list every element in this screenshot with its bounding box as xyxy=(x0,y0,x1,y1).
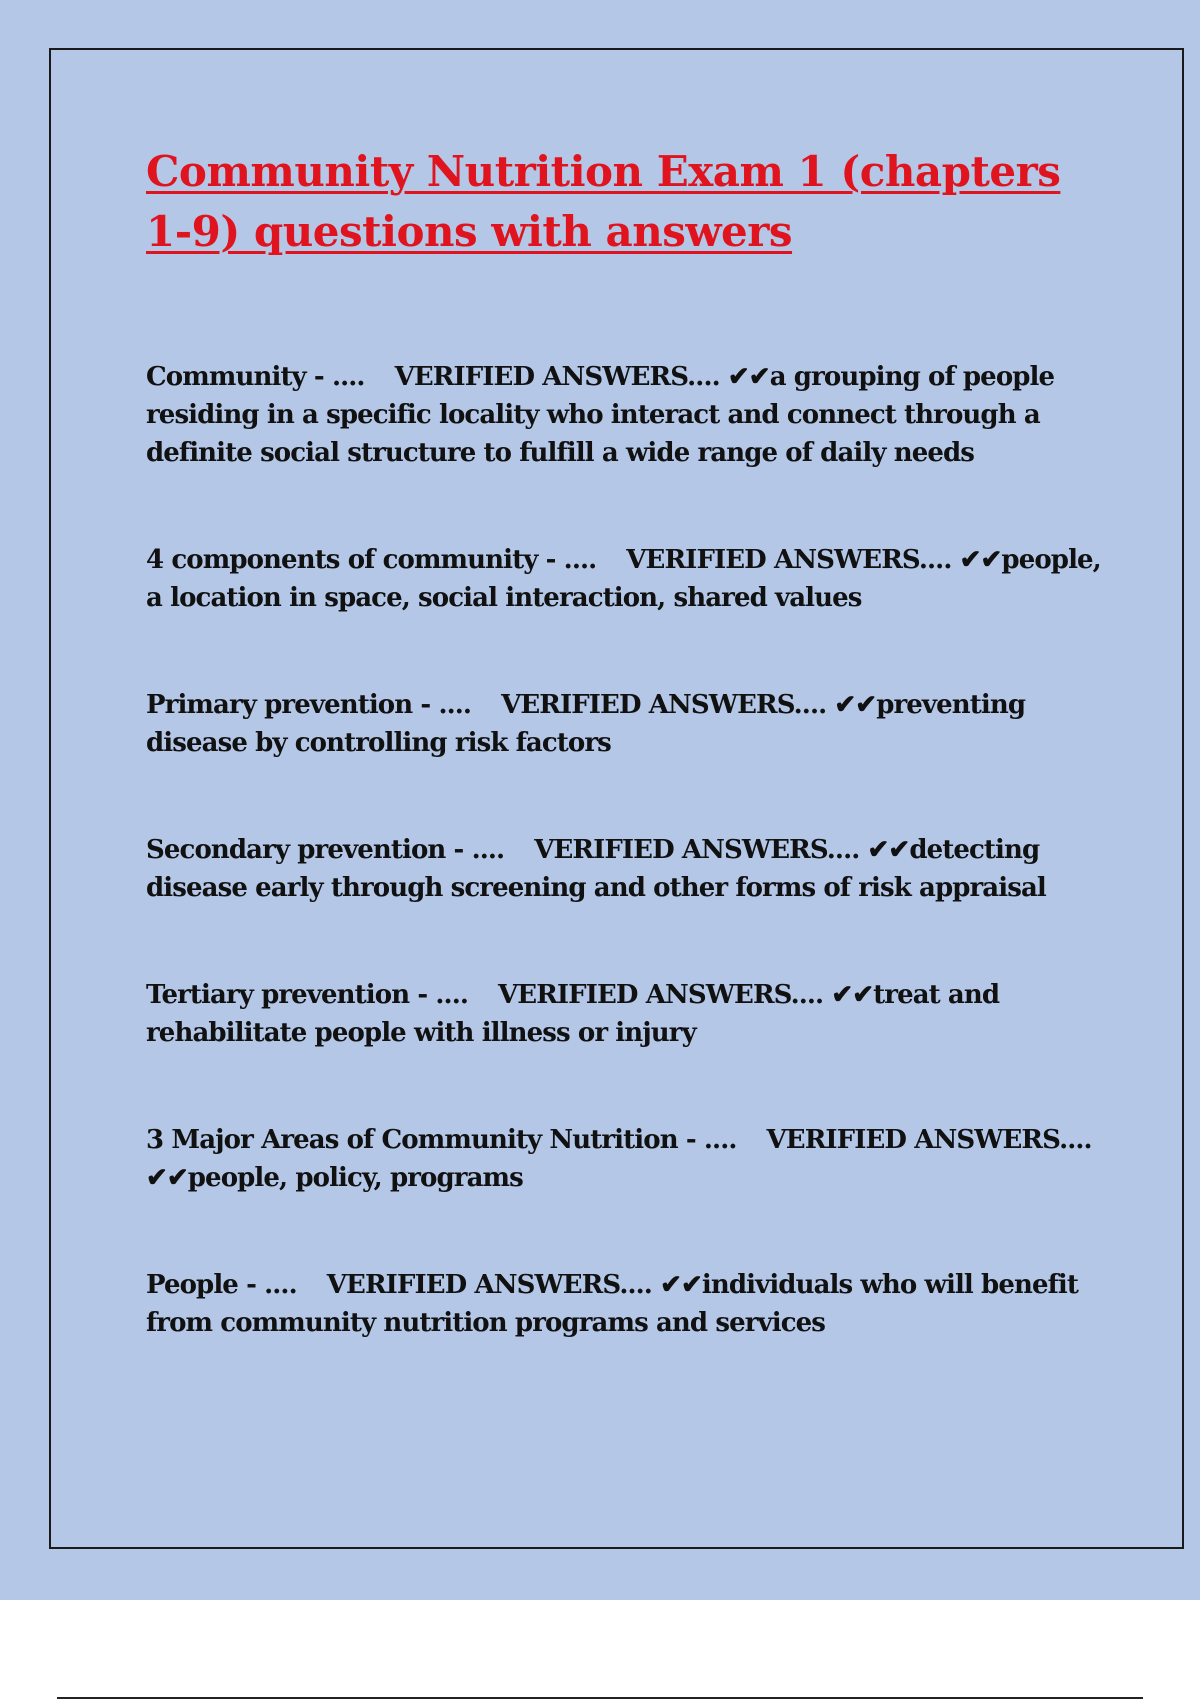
qa-list xyxy=(146,358,1101,1411)
document-title: Community Nutrition Exam 1 (chapters 1-9) questions with answers xyxy=(146,147,1061,256)
qa-answer: people, policy, programs xyxy=(187,1163,523,1193)
qa-verified-label: VERIFIED ANSWERS.... xyxy=(534,835,860,865)
qa-verified-label: VERIFIED ANSWERS.... xyxy=(498,980,824,1010)
check-icon: ✔✔ xyxy=(959,545,1002,575)
qa-item xyxy=(146,541,1101,617)
check-icon: ✔✔ xyxy=(660,1270,702,1300)
check-icon: ✔✔ xyxy=(146,1163,188,1193)
qa-item xyxy=(146,358,1101,472)
qa-term: Secondary prevention - .... xyxy=(146,835,505,865)
qa-answer: a grouping of people residing in a specific locality who interact and connect through a definite social structure to fulfill a wide range of daily needs xyxy=(146,362,1055,468)
qa-verified-label: VERIFIED ANSWERS.... xyxy=(326,1270,652,1300)
qa-term: 3 Major Areas of Community Nutrition - .... xyxy=(146,1125,737,1155)
qa-term: People - .... xyxy=(146,1270,297,1300)
qa-item xyxy=(146,686,1101,762)
qa-answer: preventing disease by controlling risk factors xyxy=(146,690,1026,758)
qa-item xyxy=(146,976,1101,1052)
qa-verified-label: VERIFIED ANSWERS.... xyxy=(626,545,952,575)
qa-item xyxy=(146,1266,1101,1342)
qa-term: Tertiary prevention - .... xyxy=(146,980,469,1010)
check-icon: ✔✔ xyxy=(831,980,874,1010)
check-icon: ✔✔ xyxy=(867,835,910,865)
qa-answer: people, a location in space, social interaction, shared values xyxy=(146,545,1101,613)
check-icon: ✔✔ xyxy=(834,690,877,720)
qa-term: 4 components of community - .... xyxy=(146,545,597,575)
check-icon: ✔✔ xyxy=(727,362,770,392)
qa-verified-label: VERIFIED ANSWERS.... xyxy=(394,362,720,392)
qa-verified-label: VERIFIED ANSWERS.... xyxy=(766,1125,1092,1155)
qa-item xyxy=(146,831,1101,907)
footer-rule xyxy=(57,1697,1143,1699)
qa-item xyxy=(146,1121,1101,1197)
qa-answer: individuals who will benefit from community nutrition programs and services xyxy=(146,1270,1078,1338)
qa-answer: treat and rehabilitate people with illness or injury xyxy=(146,980,1000,1048)
qa-term: Community - .... xyxy=(146,362,365,392)
qa-verified-label: VERIFIED ANSWERS.... xyxy=(501,690,827,720)
qa-answer: detecting disease early through screening and other forms of risk appraisal xyxy=(146,835,1046,903)
qa-term: Primary prevention - .... xyxy=(146,690,472,720)
